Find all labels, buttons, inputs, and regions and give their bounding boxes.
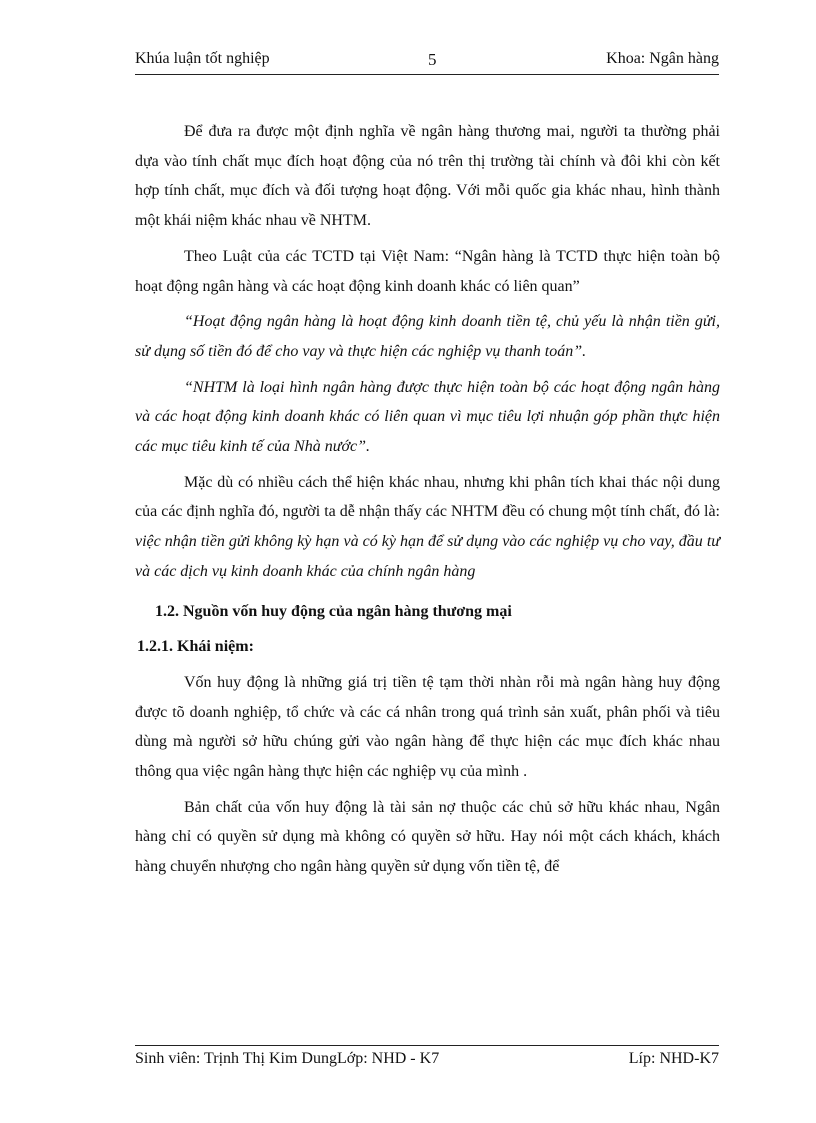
header-thesis-title: Khúa luận tốt nghiệp <box>135 50 270 67</box>
page-number: 5 <box>428 50 437 69</box>
paragraph-law-citation: Theo Luật của các TCTD tại Việt Nam: “Ngân hàng là TCTD thực hiện toàn bộ hoạt động ngân hàng và các hoạt động kinh doanh khác có liên quan” <box>135 247 720 295</box>
paragraph-mobilized-capital-concept: Vốn huy động là những giá trị tiền tệ tạm thời nhàn rỗi mà ngân hàng huy động được tõ doanh nghiệp, tổ chức và các cá nhân trong quá trình sản xuất, phân phối và tiêu dùng mà người sở hữu chúng gửi vào ngân hàng để thực hiện các mục đích khác nhau thông qua việc ngân hàng thực hiện các nghiệp vụ của mình . <box>135 673 720 781</box>
quote-banking-activity: “Hoạt động ngân hàng là hoạt động kinh doanh tiền tệ, chủ yếu là nhận tiền gửi, sử dụng số tiền đó để cho vay và thực hiện các nghiệp vụ thanh toán”. <box>135 313 720 360</box>
page-body <box>135 117 720 882</box>
paragraph-mobilized-capital-nature: Bản chất của vốn huy động là tài sản nợ thuộc các chủ sở hữu khác nhau, Ngân hàng chỉ có quyền sử dụng mà không có quyền sở hữu. Hay nói một cách khách, khách hàng chuyển nhượng cho ngân hàng quyền sử dụng vốn tiền tệ, để <box>135 798 720 876</box>
footer-student: Sinh viên: Trịnh Thị Kim DungLớp: NHD - K7 <box>135 1050 440 1067</box>
section-heading: 1.2. Nguồn vốn huy động của ngân hàng thương mại <box>155 602 512 620</box>
paragraph-common-characteristic-text: Mặc dù có nhiều cách thể hiện khác nhau, nhưng khi phân tích khai thác nội dung của các định nghĩa đó, người ta dễ nhận thấy các NHTM đều có chung một tính chất, đó là: <box>135 473 720 521</box>
page-header <box>135 48 719 75</box>
header-faculty: Khoa: Ngân hàng <box>606 50 719 67</box>
paragraph-common-characteristic-emphasis: việc nhận tiền gửi không kỳ hạn và có kỳ hạn để sử dụng vào các nghiệp vụ cho vay, đầu tư và các dịch vụ kinh doanh khác của chính ngân hàng <box>135 533 720 580</box>
footer-class: Líp: NHD-K7 <box>628 1050 719 1067</box>
paragraph-common-characteristic <box>135 468 720 587</box>
quote-nhtm-definition: “NHTM là loại hình ngân hàng được thực hiện toàn bộ các hoạt động ngân hàng và các hoạt động kinh doanh khác có liên quan vì mục tiêu lợi nhuận góp phần thực hiện các mục tiêu kinh tế của Nhà nước”. <box>135 378 720 456</box>
paragraph-definition-intro: Để đưa ra được một định nghĩa về ngân hàng thương mai, người ta thường phải dựa vào tính chất mục đích hoạt động của nó trên thị trường tài chính và đôi khi còn kết hợp tính chất, mục đích và đối tượng hoạt động. Với mỗi quốc gia khác nhau, hình thành một khái niệm khác nhau về NHTM. <box>135 123 720 230</box>
page-footer <box>135 1045 719 1074</box>
subsection-heading: 1.2.1. Khái niệm: <box>137 638 254 656</box>
